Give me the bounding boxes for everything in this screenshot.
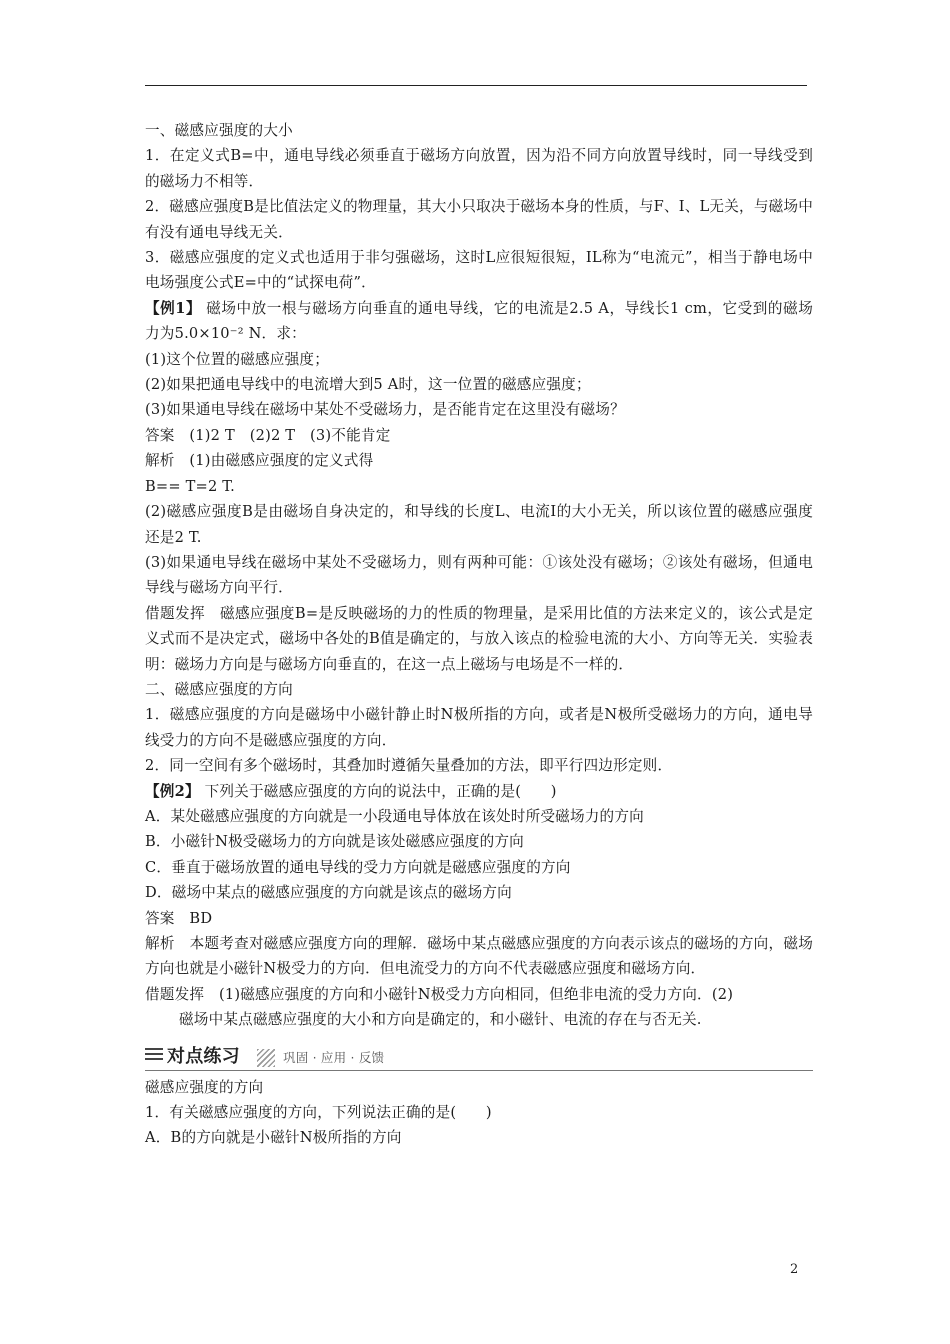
analysis-label: 解析	[145, 452, 175, 470]
document-body	[145, 118, 813, 1151]
example1-formula: B== T=2 T.	[145, 477, 235, 495]
example2-tag: 【例2】	[145, 782, 200, 800]
practice-question-1-option-a: A．B的方向就是小磁针N极所指的方向	[145, 1129, 402, 1147]
example1-analysis-line	[145, 448, 813, 473]
example1-subquestion-3: (3)如果通电导线在磁场中某处不受磁场力，是否能肯定在这里没有磁场？	[145, 401, 625, 419]
example2-analysis: 本题考查对磁感应强度方向的理解．磁场中某点磁感应强度的方向表示该点的磁场的方向，磁场方向也就是小磁针N极受力的方向．但电流受力的方向不代表磁感应强度和磁场方向．	[145, 935, 814, 978]
answer-label: 答案	[145, 909, 175, 927]
practice-section-title: 磁感应强度的方向	[145, 1078, 264, 1096]
example2-analysis-line	[145, 931, 813, 982]
example1-subquestion-2: (2)如果把通电导线中的电流增大到5 A时，这一位置的磁感应强度；	[145, 376, 591, 394]
answer-label: 答案	[145, 426, 175, 444]
example1-analysis-3: (3)如果通电导线在磁场中某处不受磁场力，则有两种可能：①该处没有磁场；②该处有磁场，但通电导线与磁场方向平行．	[145, 553, 813, 597]
example1-subquestion-1: (1)这个位置的磁感应强度；	[145, 350, 330, 368]
example2-insight-2: 磁场中某点磁感应强度的大小和方向是确定的，和小磁针、电流的存在与否无关.	[179, 1011, 702, 1029]
banner-lines-icon	[145, 1048, 163, 1066]
example1-insight-line	[145, 601, 813, 677]
insight-label: 借题发挥	[145, 604, 205, 622]
example1-insight: 磁感应强度B=是反映磁场的力的性质的物理量，是采用比值的方法来定义的，该公式是定义式而不是决定式，磁场中各处的B值是确定的，与放入该点的检验电流的大小、方向等无关．实验表明：磁场力方向是与磁场方向垂直的，在这一点上磁场与电场是不一样的．	[145, 604, 813, 673]
banner-subtitle: 巩固 · 应用 · 反馈	[283, 1049, 385, 1065]
example1-question: 磁场中放一根与磁场方向垂直的通电导线，它的电流是2.5 A，导线长1 cm，它受到的磁场力为5.0×10⁻² N．求：	[145, 299, 813, 343]
example1-tag: 【例1】	[145, 299, 202, 317]
insight-label: 借题发挥	[145, 985, 205, 1003]
banner-hatch-icon	[257, 1049, 275, 1067]
example1-answer-line	[145, 423, 813, 448]
section1-heading: 一、磁感应强度的大小	[145, 122, 293, 139]
practice-question-1: 1．有关磁感应强度的方向，下列说法正确的是( )	[145, 1104, 492, 1122]
section1-point2: 2．磁感应强度B是比值法定义的物理量，其大小只取决于磁场本身的性质，与F、I、L无关，与磁场中有没有通电导线无关．	[145, 198, 813, 241]
example2-option-a: A．某处磁感应强度的方向就是一小段通电导体放在该处时所受磁场力的方向	[145, 807, 644, 825]
banner-title: 对点练习	[167, 1045, 240, 1067]
header-rule	[145, 85, 807, 86]
page-number: 2	[790, 1262, 799, 1277]
example1-analysis-1: (1)由磁感应强度的定义式得	[189, 452, 374, 470]
example2-insight-line	[145, 982, 813, 1007]
section2-point1: 1．磁感应强度的方向是磁场中小磁针静止时N极所指的方向，或者是N极所受磁场力的方向，通电导线受力的方向不是磁感应强度的方向．	[145, 706, 813, 749]
section2-point2: 2．同一空间有多个磁场时，其叠加时遵循矢量叠加的方法，即平行四边形定则．	[145, 757, 673, 775]
section2-heading: 二、磁感应强度的方向	[145, 680, 293, 698]
section1-point3: 3．磁感应强度的定义式也适用于非匀强磁场，这时L应很短很短，IL称为“电流元”，相当于静电场中电场强度公式E=中的“试探电荷”．	[145, 249, 813, 292]
example2-option-c: C．垂直于磁场放置的通电导线的受力方向就是磁感应强度的方向	[145, 858, 571, 876]
example2-question-line	[145, 779, 813, 804]
example2-answer: BD	[189, 909, 213, 927]
analysis-label: 解析	[145, 935, 175, 952]
example1-answer: (1)2 T (2)2 T (3)不能肯定	[189, 426, 391, 444]
example1-question-line	[145, 296, 813, 347]
example2-answer-line	[145, 906, 813, 931]
practice-banner	[145, 1045, 813, 1071]
example1-analysis-2: (2)磁感应强度B是由磁场自身决定的，和导线的长度L、电流I的大小无关，所以该位置的磁感应强度还是2 T.	[145, 503, 813, 546]
example2-option-d: D．磁场中某点的磁感应强度的方向就是该点的磁场方向	[145, 884, 512, 902]
section1-point1: 1．在定义式B=中，通电导线必须垂直于磁场方向放置，因为沿不同方向放置导线时，同一导线受到的磁场力不相等．	[145, 147, 813, 190]
example2-insight-1: (1)磁感应强度的方向和小磁针N极受力方向相同，但绝非电流的受力方向．(2)	[218, 985, 734, 1003]
example2-option-b: B．小磁针N极受磁场力的方向就是该处磁感应强度的方向	[145, 833, 524, 851]
example2-question: 下列关于磁感应强度的方向的说法中，正确的是( )	[204, 782, 557, 800]
banner-underline	[145, 1070, 813, 1071]
